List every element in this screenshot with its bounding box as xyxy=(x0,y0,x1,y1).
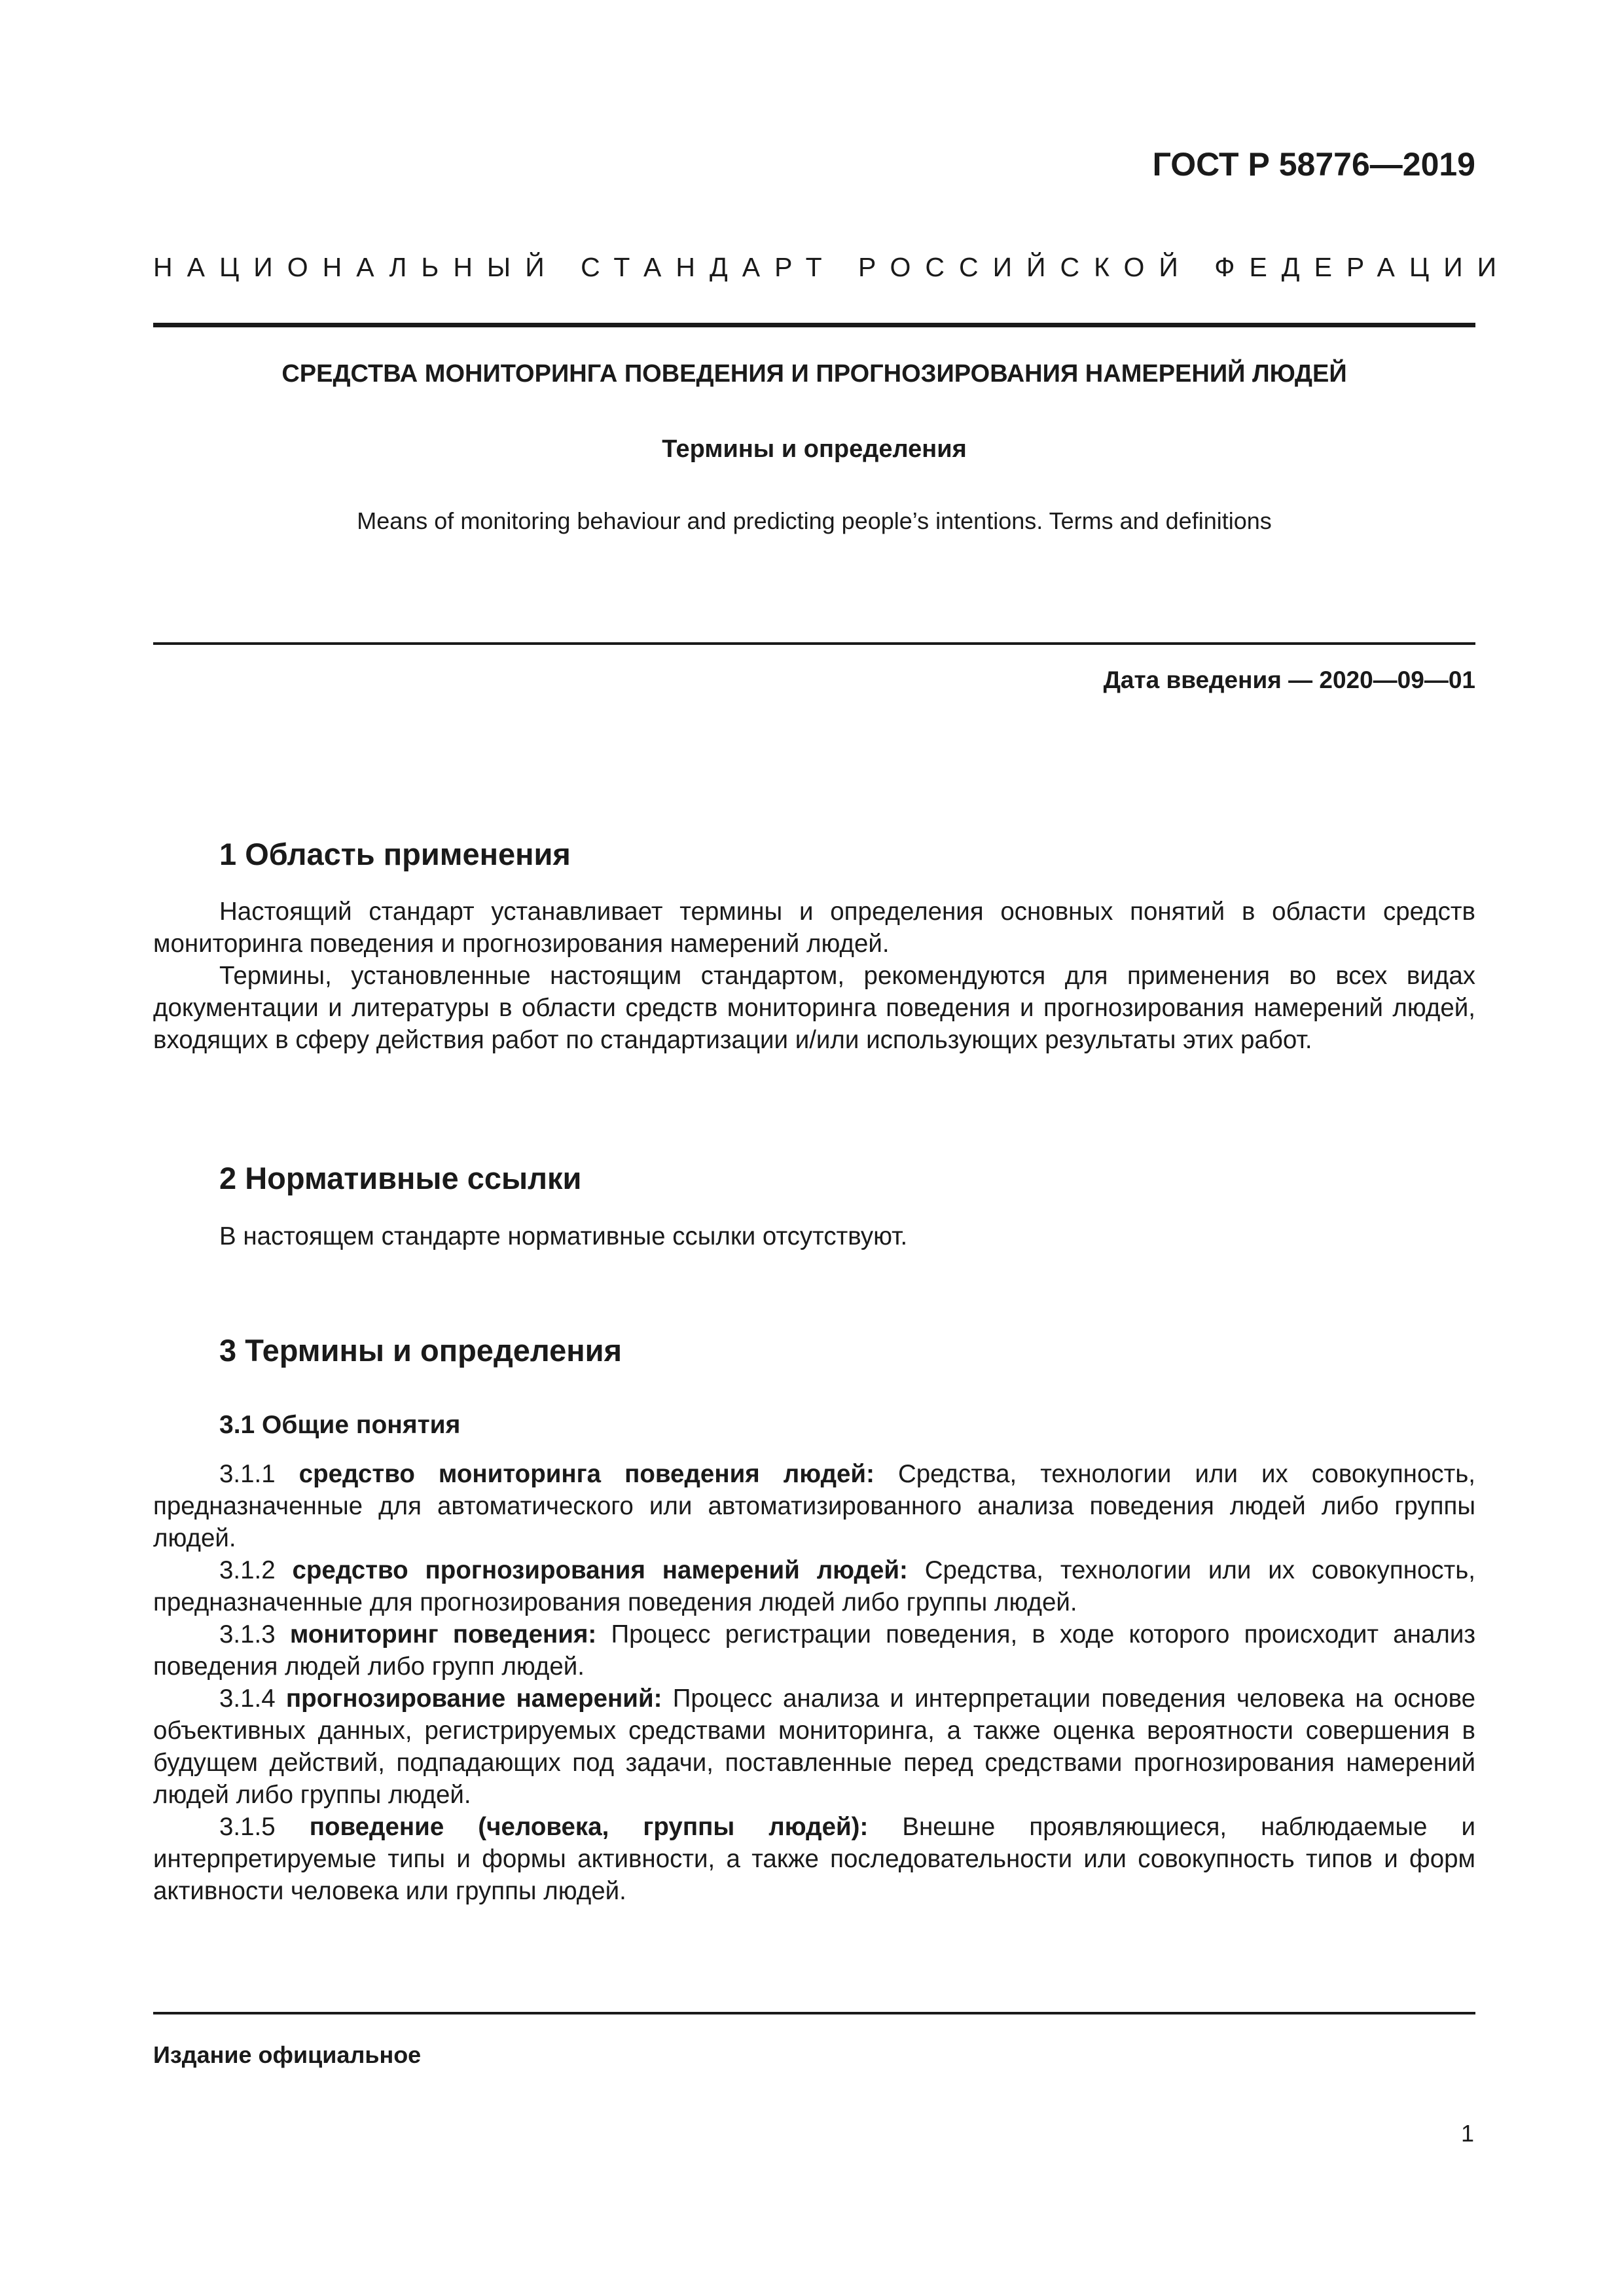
term-definition: Процесс анализа и интерпретации поведения человека на основе объективных данных, регистрируемых средствами мониторинга, а также оценка вероятности совершения в будущем действий, подпадающих под задачи, поставленные перед средствами прогнозирования намерений людей либо группы людей. xyxy=(153,1685,1475,1809)
document-subtitle-ru: Термины и определения xyxy=(662,435,967,463)
term-definition: Процесс регистрации поведения, в ходе которого происходит анализ поведения людей либо групп людей. xyxy=(153,1620,1475,1681)
section-2-heading: 2 Нормативные ссылки xyxy=(219,1161,582,1195)
term-3-1-2 xyxy=(153,1554,1475,1618)
term-3-1-5 xyxy=(153,1811,1475,1907)
introduction-date: Дата введения — 2020—09—01 xyxy=(1103,666,1475,693)
term-definition: Средства, технологии или их совокупность, предназначенные для прогнозирования поведения людей либо группы людей. xyxy=(153,1556,1476,1616)
term-3-1-1 xyxy=(153,1458,1475,1554)
national-standard-banner: НАЦИОНАЛЬНЫЙ СТАНДАРТ РОССИЙСКОЙ ФЕДЕРАЦИИ xyxy=(153,252,1511,282)
term-name: прогнозирование намерений: xyxy=(285,1685,662,1713)
term-3-1-4 xyxy=(153,1683,1475,1811)
section-1-heading: 1 Область применения xyxy=(219,837,571,871)
term-number: 3.1.2 xyxy=(219,1556,293,1584)
term-name: средство прогнозирования намерений людей: xyxy=(292,1556,908,1584)
section-2-paragraph-1: В настоящем стандарте нормативные ссылки отсутствуют. xyxy=(219,1222,908,1250)
term-3-1-3 xyxy=(153,1618,1475,1683)
term-number: 3.1.5 xyxy=(219,1813,310,1841)
section-1-paragraph-2: Термины, установленные настоящим стандартом, рекомендуются для применения во всех видах документации и литературы в области средств мониторинга поведения и прогнозирования намерений людей, входящих в сферу действия работ по стандартизации и/или использующих результаты этих работ. xyxy=(153,962,1475,1054)
term-name: мониторинг поведения: xyxy=(289,1620,597,1649)
term-name: поведение (человека, группы людей): xyxy=(309,1813,869,1841)
document-subtitle-en: Means of monitoring behaviour and predicting people’s intentions. Terms and definitions xyxy=(357,507,1272,534)
edition-label: Издание официальное xyxy=(153,2041,422,2068)
page-number: 1 xyxy=(1460,2120,1474,2147)
term-definition: Внешне проявляющиеся, наблюдаемые и интерпретируемые типы и формы активности, а также последовательности или совокупность типов и форм активности человека или группы людей. xyxy=(153,1813,1476,1905)
term-number: 3.1.3 xyxy=(219,1620,290,1649)
term-number: 3.1.1 xyxy=(219,1460,299,1488)
section-3-1-subheading: 3.1 Общие понятия xyxy=(219,1411,461,1439)
footer-rule xyxy=(153,2012,1475,2014)
document-title: СРЕДСТВА МОНИТОРИНГА ПОВЕДЕНИЯ И ПРОГНОЗИРОВАНИЯ НАМЕРЕНИЙ ЛЮДЕЙ xyxy=(281,360,1347,388)
term-definition: Средства, технологии или их совокупность, предназначенные для автоматического или автоматизированного анализа поведения людей либо группы людей. xyxy=(153,1460,1475,1552)
document-number: ГОСТ Р 58776—2019 xyxy=(1152,146,1475,183)
term-name: средство мониторинга поведения людей: xyxy=(298,1460,875,1488)
header-rule xyxy=(153,323,1475,327)
title-rule xyxy=(153,642,1475,645)
term-number: 3.1.4 xyxy=(219,1685,286,1713)
section-1-paragraph-1: Настоящий стандарт устанавливает термины и определения основных понятий в области средств мониторинга поведения и прогнозирования намерений людей. xyxy=(153,898,1475,958)
section-3-heading: 3 Термины и определения xyxy=(219,1333,622,1368)
